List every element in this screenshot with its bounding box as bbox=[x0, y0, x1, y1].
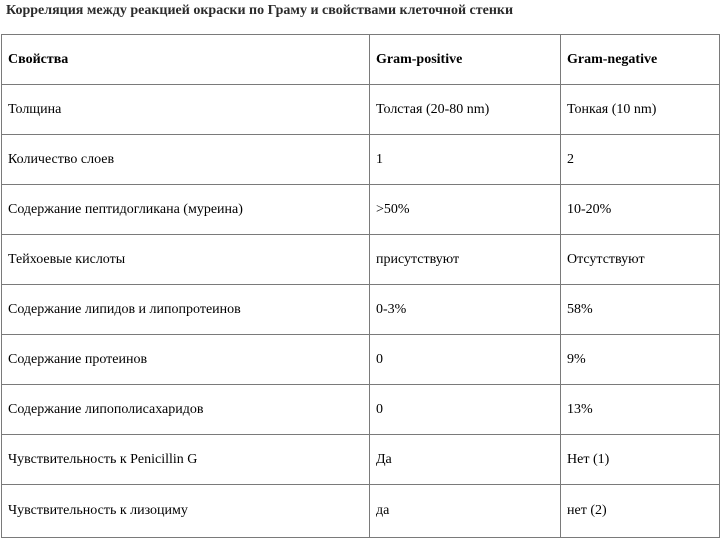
column-header-gram-positive: Gram-positive bbox=[370, 35, 561, 85]
table-row bbox=[2, 485, 720, 538]
cell-property: Тейхоевые кислоты bbox=[2, 235, 370, 285]
cell-gram-negative: Нет (1) bbox=[561, 435, 720, 485]
gram-stain-comparison-table bbox=[1, 34, 720, 538]
page-title: Корреляция между реакцией окраски по Граму и свойствами клеточной стенки bbox=[6, 3, 514, 18]
table-row bbox=[2, 285, 720, 335]
cell-gram-negative: 13% bbox=[561, 385, 720, 435]
cell-gram-positive: Да bbox=[370, 435, 561, 485]
cell-property: Чувствительность к лизоциму bbox=[2, 485, 370, 538]
table-row bbox=[2, 435, 720, 485]
cell-gram-positive: 0 bbox=[370, 385, 561, 435]
cell-property: Содержание липополисахаридов bbox=[2, 385, 370, 435]
cell-gram-positive: да bbox=[370, 485, 561, 538]
cell-gram-positive: 1 bbox=[370, 135, 561, 185]
cell-property: Количество слоев bbox=[2, 135, 370, 185]
cell-gram-positive: 0-3% bbox=[370, 285, 561, 335]
cell-gram-negative: Тонкая (10 nm) bbox=[561, 85, 720, 135]
cell-property: Чувствительность к Penicillin G bbox=[2, 435, 370, 485]
cell-gram-positive: >50% bbox=[370, 185, 561, 235]
cell-gram-negative: 2 bbox=[561, 135, 720, 185]
cell-gram-positive: Толстая (20-80 nm) bbox=[370, 85, 561, 135]
column-header-gram-negative: Gram-negative bbox=[561, 35, 720, 85]
table-row bbox=[2, 385, 720, 435]
cell-property: Содержание пептидогликана (муреина) bbox=[2, 185, 370, 235]
cell-gram-positive: присутствуют bbox=[370, 235, 561, 285]
column-header-property: Свойства bbox=[2, 35, 370, 85]
cell-property: Содержание протеинов bbox=[2, 335, 370, 385]
cell-gram-negative: Отсутствуют bbox=[561, 235, 720, 285]
cell-gram-negative: 10-20% bbox=[561, 185, 720, 235]
table-row bbox=[2, 235, 720, 285]
cell-gram-negative: 58% bbox=[561, 285, 720, 335]
cell-gram-positive: 0 bbox=[370, 335, 561, 385]
cell-gram-negative: нет (2) bbox=[561, 485, 720, 538]
table-row bbox=[2, 135, 720, 185]
table-row bbox=[2, 185, 720, 235]
table-row bbox=[2, 85, 720, 135]
cell-property: Толщина bbox=[2, 85, 370, 135]
table-row bbox=[2, 335, 720, 385]
cell-property: Содержание липидов и липопротеинов bbox=[2, 285, 370, 335]
cell-gram-negative: 9% bbox=[561, 335, 720, 385]
table-header-row bbox=[2, 35, 720, 85]
